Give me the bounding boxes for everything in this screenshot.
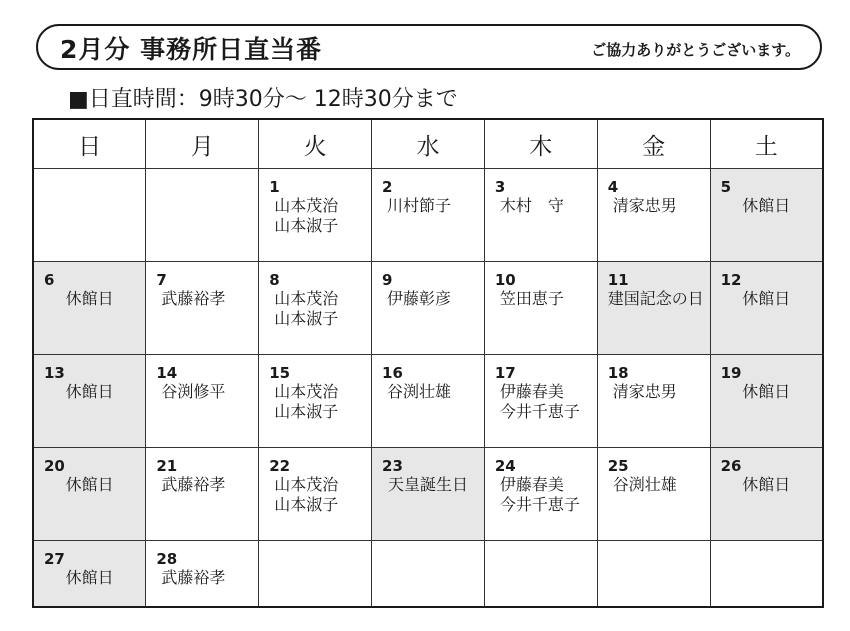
- closed-day-label: 休館日: [65, 568, 114, 588]
- day-number: 26: [720, 457, 742, 476]
- duty-person-name: 笠田恵子: [499, 289, 564, 309]
- calendar-day-cell: [372, 169, 485, 262]
- calendar-day-cell: [146, 355, 259, 448]
- duty-person-name: 山本淑子: [274, 402, 339, 422]
- calendar-day-cell: [259, 262, 372, 355]
- day-number: 23: [382, 457, 403, 476]
- day-number: 7: [156, 271, 167, 290]
- day-number: 3: [494, 178, 506, 196]
- calendar-day-cell: [259, 448, 372, 541]
- calendar-day-cell: [259, 541, 372, 607]
- day-number: 5: [720, 178, 731, 196]
- day-number: 10: [494, 271, 516, 290]
- calendar-day-cell: [597, 541, 710, 607]
- calendar-day-cell: [259, 355, 372, 448]
- duty-person-name: 今井千恵子: [499, 495, 580, 515]
- duty-person-name: 山本淑子: [274, 309, 339, 329]
- calendar-day-cell: [372, 262, 485, 355]
- page-title: 2月分 事務所日直当番: [60, 35, 323, 64]
- calendar-day-cell: [597, 262, 710, 355]
- day-number: 15: [269, 364, 291, 383]
- day-number: 27: [44, 550, 65, 569]
- day-number: 2: [382, 178, 393, 196]
- duty-person-name: 山本茂治: [274, 475, 339, 495]
- calendar-day-cell: [597, 355, 710, 448]
- day-number: 12: [720, 271, 742, 290]
- weekday-sun: 日: [33, 119, 146, 169]
- weekday-sat: 土: [710, 119, 823, 169]
- calendar-day-cell: [597, 448, 710, 541]
- duty-person-name: 山本茂治: [274, 196, 339, 215]
- day-number: 18: [607, 364, 629, 383]
- closed-day-label: 休館日: [65, 289, 114, 309]
- calendar-day-cell: [146, 262, 259, 355]
- duty-calendar: [32, 118, 824, 608]
- calendar-day-cell: [710, 541, 823, 607]
- calendar-day-cell: [146, 541, 259, 607]
- duty-person-name: 山本淑子: [274, 495, 339, 515]
- duty-person-name: 清家忠男: [612, 382, 677, 402]
- calendar-body: [33, 169, 823, 608]
- day-number: [269, 549, 361, 568]
- calendar-day-cell: [259, 169, 372, 262]
- day-number: 11: [607, 271, 629, 290]
- weekday-tue: 火: [259, 119, 372, 169]
- calendar-day-cell: [484, 169, 597, 262]
- day-number: 22: [269, 457, 291, 476]
- duty-person-name: 伊藤彰彦: [387, 289, 452, 309]
- day-number: [721, 549, 812, 568]
- closed-day-label: 建国記念の日: [607, 289, 704, 309]
- duty-person-name: 谷渕壮雄: [612, 475, 677, 495]
- day-number: [156, 177, 248, 196]
- day-number: [382, 549, 474, 568]
- day-number: [608, 549, 700, 568]
- calendar-week-row: [33, 169, 823, 262]
- duty-person-name: 今井千恵子: [499, 402, 580, 422]
- calendar-day-cell: [710, 355, 823, 448]
- duty-person-name: 山本茂治: [274, 289, 339, 309]
- day-number: 8: [269, 271, 280, 290]
- weekday-thu: 木: [484, 119, 597, 169]
- duty-hours: [68, 82, 458, 113]
- duty-person-name: 山本茂治: [274, 382, 339, 402]
- calendar-day-cell: [146, 448, 259, 541]
- calendar-day-cell: [372, 355, 485, 448]
- calendar-week-row: [33, 355, 823, 448]
- duty-person-name: 谷渕修平: [161, 382, 226, 402]
- thanks-note: ご協力ありがとうございます。: [591, 41, 800, 59]
- calendar-day-cell: [146, 169, 259, 262]
- day-number: [44, 177, 135, 196]
- calendar-week-row: [33, 448, 823, 541]
- duty-person-name: 谷渕壮雄: [387, 382, 452, 402]
- duty-person-name: 山本淑子: [274, 216, 339, 235]
- duty-person-name: 武藤裕孝: [161, 289, 226, 309]
- calendar-day-cell: [33, 448, 146, 541]
- closed-day-label: 休館日: [742, 382, 791, 402]
- duty-person-name: 川村節子: [387, 196, 452, 215]
- duty-person-name: 伊藤春美: [499, 475, 564, 495]
- calendar-day-cell: [33, 355, 146, 448]
- day-number: 19: [720, 364, 742, 383]
- day-number: 4: [607, 178, 619, 196]
- day-number: 1: [269, 178, 280, 196]
- calendar-day-cell: [597, 169, 710, 262]
- calendar-day-cell: [710, 448, 823, 541]
- calendar-week-row: [33, 541, 823, 607]
- calendar-day-cell: [33, 169, 146, 262]
- weekday-fri: 金: [597, 119, 710, 169]
- day-number: 14: [156, 364, 178, 383]
- day-number: 17: [494, 364, 516, 383]
- day-number: 21: [156, 457, 178, 476]
- calendar-day-cell: [372, 448, 485, 541]
- duty-person-name: 木村 守: [499, 196, 564, 215]
- duty-hours-text: 日直時間：9時30分～ 12時30分まで: [88, 87, 458, 112]
- day-number: 6: [44, 271, 55, 290]
- calendar-day-cell: [33, 262, 146, 355]
- calendar-day-cell: [484, 262, 597, 355]
- square-bullet-icon: ■: [68, 87, 89, 112]
- weekday-header-row: [33, 119, 823, 169]
- day-number: 28: [156, 550, 178, 569]
- calendar-week-row: [33, 262, 823, 355]
- day-number: 24: [494, 457, 516, 476]
- closed-day-label: 休館日: [742, 196, 791, 215]
- closed-day-label: 休館日: [65, 475, 114, 495]
- calendar-day-cell: [710, 169, 823, 262]
- calendar-day-cell: [484, 355, 597, 448]
- weekday-wed: 水: [372, 119, 485, 169]
- calendar-day-cell: [710, 262, 823, 355]
- calendar-day-cell: [484, 448, 597, 541]
- duty-person-name: 武藤裕孝: [161, 475, 226, 495]
- closed-day-label: 天皇誕生日: [387, 475, 468, 495]
- closed-day-label: 休館日: [65, 382, 114, 402]
- day-number: 25: [607, 457, 629, 476]
- duty-person-name: 武藤裕孝: [161, 568, 226, 588]
- day-number: 16: [382, 364, 403, 383]
- weekday-mon: 月: [146, 119, 259, 169]
- title-banner: [36, 24, 822, 70]
- day-number: 9: [382, 271, 393, 290]
- calendar-day-cell: [33, 541, 146, 607]
- calendar-day-cell: [372, 541, 485, 607]
- closed-day-label: 休館日: [742, 289, 791, 309]
- day-number: 13: [44, 364, 65, 383]
- duty-person-name: 伊藤春美: [499, 382, 564, 402]
- duty-person-name: 清家忠男: [612, 196, 677, 215]
- calendar-day-cell: [484, 541, 597, 607]
- day-number: [495, 549, 587, 568]
- closed-day-label: 休館日: [742, 475, 791, 495]
- day-number: 20: [44, 457, 65, 476]
